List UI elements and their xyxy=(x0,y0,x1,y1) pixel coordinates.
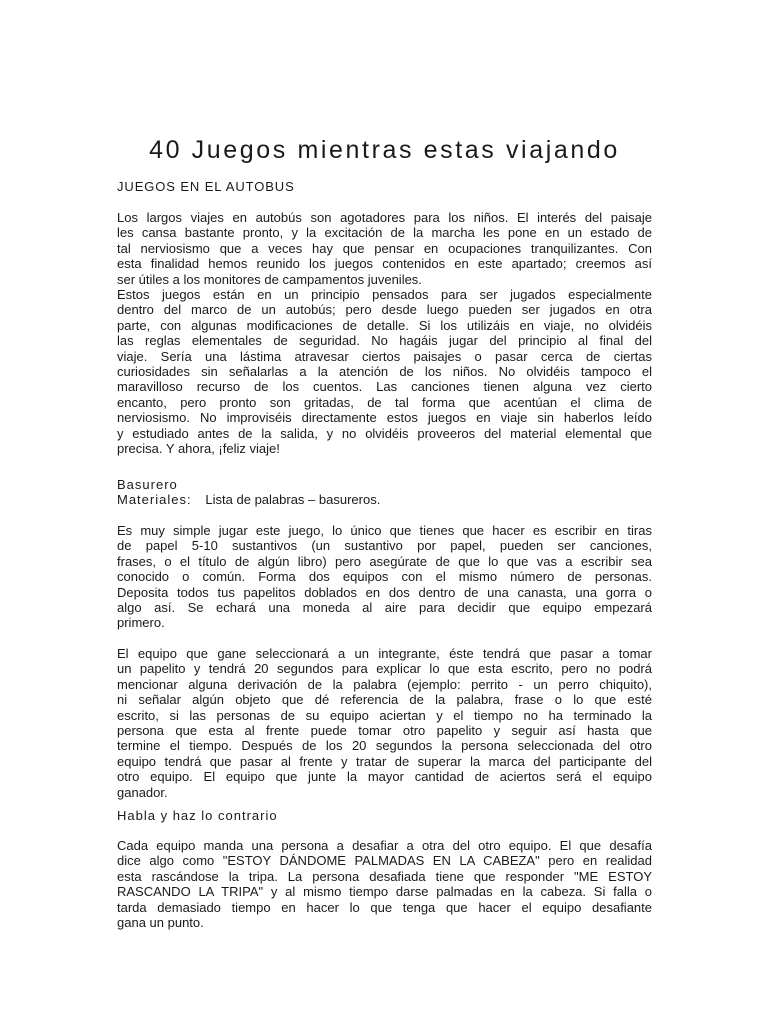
text-line: Es muy simple jugar este juego, lo único que tienes que hacer es escribir en tiras xyxy=(117,523,652,538)
text-line: Estos juegos están en un principio pensados para ser jugados especialmente xyxy=(117,287,652,303)
text-line: les cansa bastante pronto, y la excitación de la marcha les pone en un estado de xyxy=(117,225,652,241)
text-line: parte, con algunas modificaciones de detalle. Si los utilizáis en viaje, no olvidéis xyxy=(117,317,652,333)
text-line: de papel 5-10 sustantivos (un sustantivo por papel, pueden ser canciones, xyxy=(117,538,652,554)
text-line: esta finalidad hemos reunido los juegos contenidos en este apartado; creemos así xyxy=(117,256,652,272)
text-line: dice algo como "ESTOY DÁNDOME PALMADAS EN LA CABEZA" pero en realidad xyxy=(117,853,652,869)
text-line: tal nerviosismo que a veces hay que pensar en ocupaciones tranquilizantes. Con xyxy=(117,240,652,256)
intro-paragraph xyxy=(117,210,652,457)
section-heading: JUEGOS EN EL AUTOBUS xyxy=(117,179,295,194)
document-title: 40 Juegos mientras estas viajando xyxy=(149,136,620,164)
text-line: frases, o el título de algún libro) pero asegúrate de que lo que vas a escribir sea xyxy=(117,553,652,569)
text-line: viaje. Sería una lástima atravesar ciertos paisajes o pasar cerca de ciertas xyxy=(117,348,652,364)
materials-label: Materiales: xyxy=(117,492,192,507)
habla-paragraph-1 xyxy=(117,838,652,930)
text-line: otro equipo. El equipo que junte la mayor cantidad de aciertos será el equipo xyxy=(117,769,652,785)
text-line: ser útiles a los monitores de campamentos juveniles. xyxy=(117,271,422,287)
text-line: termine el tiempo. Después de los 20 segundos la persona seleccionada del otro xyxy=(117,738,652,754)
materials-line xyxy=(117,492,652,507)
text-line: escrito, si las personas de su equipo aciertan y el tiempo no ha terminado la xyxy=(117,707,652,723)
text-line: maravilloso recurso de los cuentos. Las canciones tienen alguna vez cierto xyxy=(117,379,652,395)
text-line: Cada equipo manda una persona a desafiar a otra del otro equipo. El que desafía xyxy=(117,838,652,853)
text-line: precisa. Y ahora, ¡feliz viaje! xyxy=(117,441,280,457)
text-line: las reglas elementales de seguridad. No hagáis jugar del principio al final del xyxy=(117,333,652,349)
basurero-paragraph-2 xyxy=(117,646,652,800)
text-line: ni señalar algún objeto que dé referencia de la palabra, frase o lo que esté xyxy=(117,692,652,708)
text-line: conocido o común. Forma dos equipos con el mismo número de personas. xyxy=(117,569,652,585)
game-title-habla: Habla y haz lo contrario xyxy=(117,808,278,823)
text-line: encanto, pero pronto son gritadas, de tal forma que acentúan el clima de xyxy=(117,394,652,410)
text-line: equipo tendrá que pasar al frente y tratar de superar la marca del participante del xyxy=(117,753,652,769)
text-line: RASCANDO LA TRIPA" y al mismo tiempo darse palmadas en la cabeza. Si falla o xyxy=(117,884,652,900)
text-line: ganador. xyxy=(117,784,168,800)
text-line: curiosidades sin señalarlas a la atención de los niños. No olvidéis tampoco el xyxy=(117,364,652,380)
text-line: primero. xyxy=(117,615,165,631)
text-line: persona que esta al frente puede tomar otro papelito y seguir así hasta que xyxy=(117,723,652,739)
text-line: Deposita todos tus papelitos doblados en dos dentro de una canasta, una gorra o xyxy=(117,584,652,600)
basurero-paragraph-1 xyxy=(117,523,652,631)
text-line: y estudiado antes de la salida, y no olvidéis proveeros del material elemental que xyxy=(117,425,652,441)
text-line: mencionar alguna derivación de la palabra (ejemplo: perrito - un perro chiquito), xyxy=(117,676,652,692)
text-line: nerviosismo. No improviséis directamente estos juegos en viaje sin haberlos leído xyxy=(117,410,652,426)
text-line: dentro del marco de un autobús; pero desde luego pueden ser jugados en otra xyxy=(117,302,652,318)
text-line: esta rascándose la tripa. La persona desafiada tiene que responder "ME ESTOY xyxy=(117,868,652,884)
text-line: tarda demasiado tiempo en hacer lo que tenga que hacer el equipo desafiante xyxy=(117,899,652,915)
materials-value: Lista de palabras – basureros. xyxy=(205,492,381,507)
text-line: algo así. Se echará una moneda al aire para decidir que equipo empezará xyxy=(117,600,652,616)
game-title-basurero: Basurero xyxy=(117,477,178,492)
text-line: gana un punto. xyxy=(117,915,204,931)
text-line: un papelito y tendrá 20 segundos para explicar lo que esta escrito, pero no podrá xyxy=(117,661,652,677)
text-line: El equipo que gane seleccionará a un integrante, éste tendrá que pasar a tomar xyxy=(117,646,652,661)
text-line: Los largos viajes en autobús son agotadores para los niños. El interés del paisaje xyxy=(117,210,652,225)
